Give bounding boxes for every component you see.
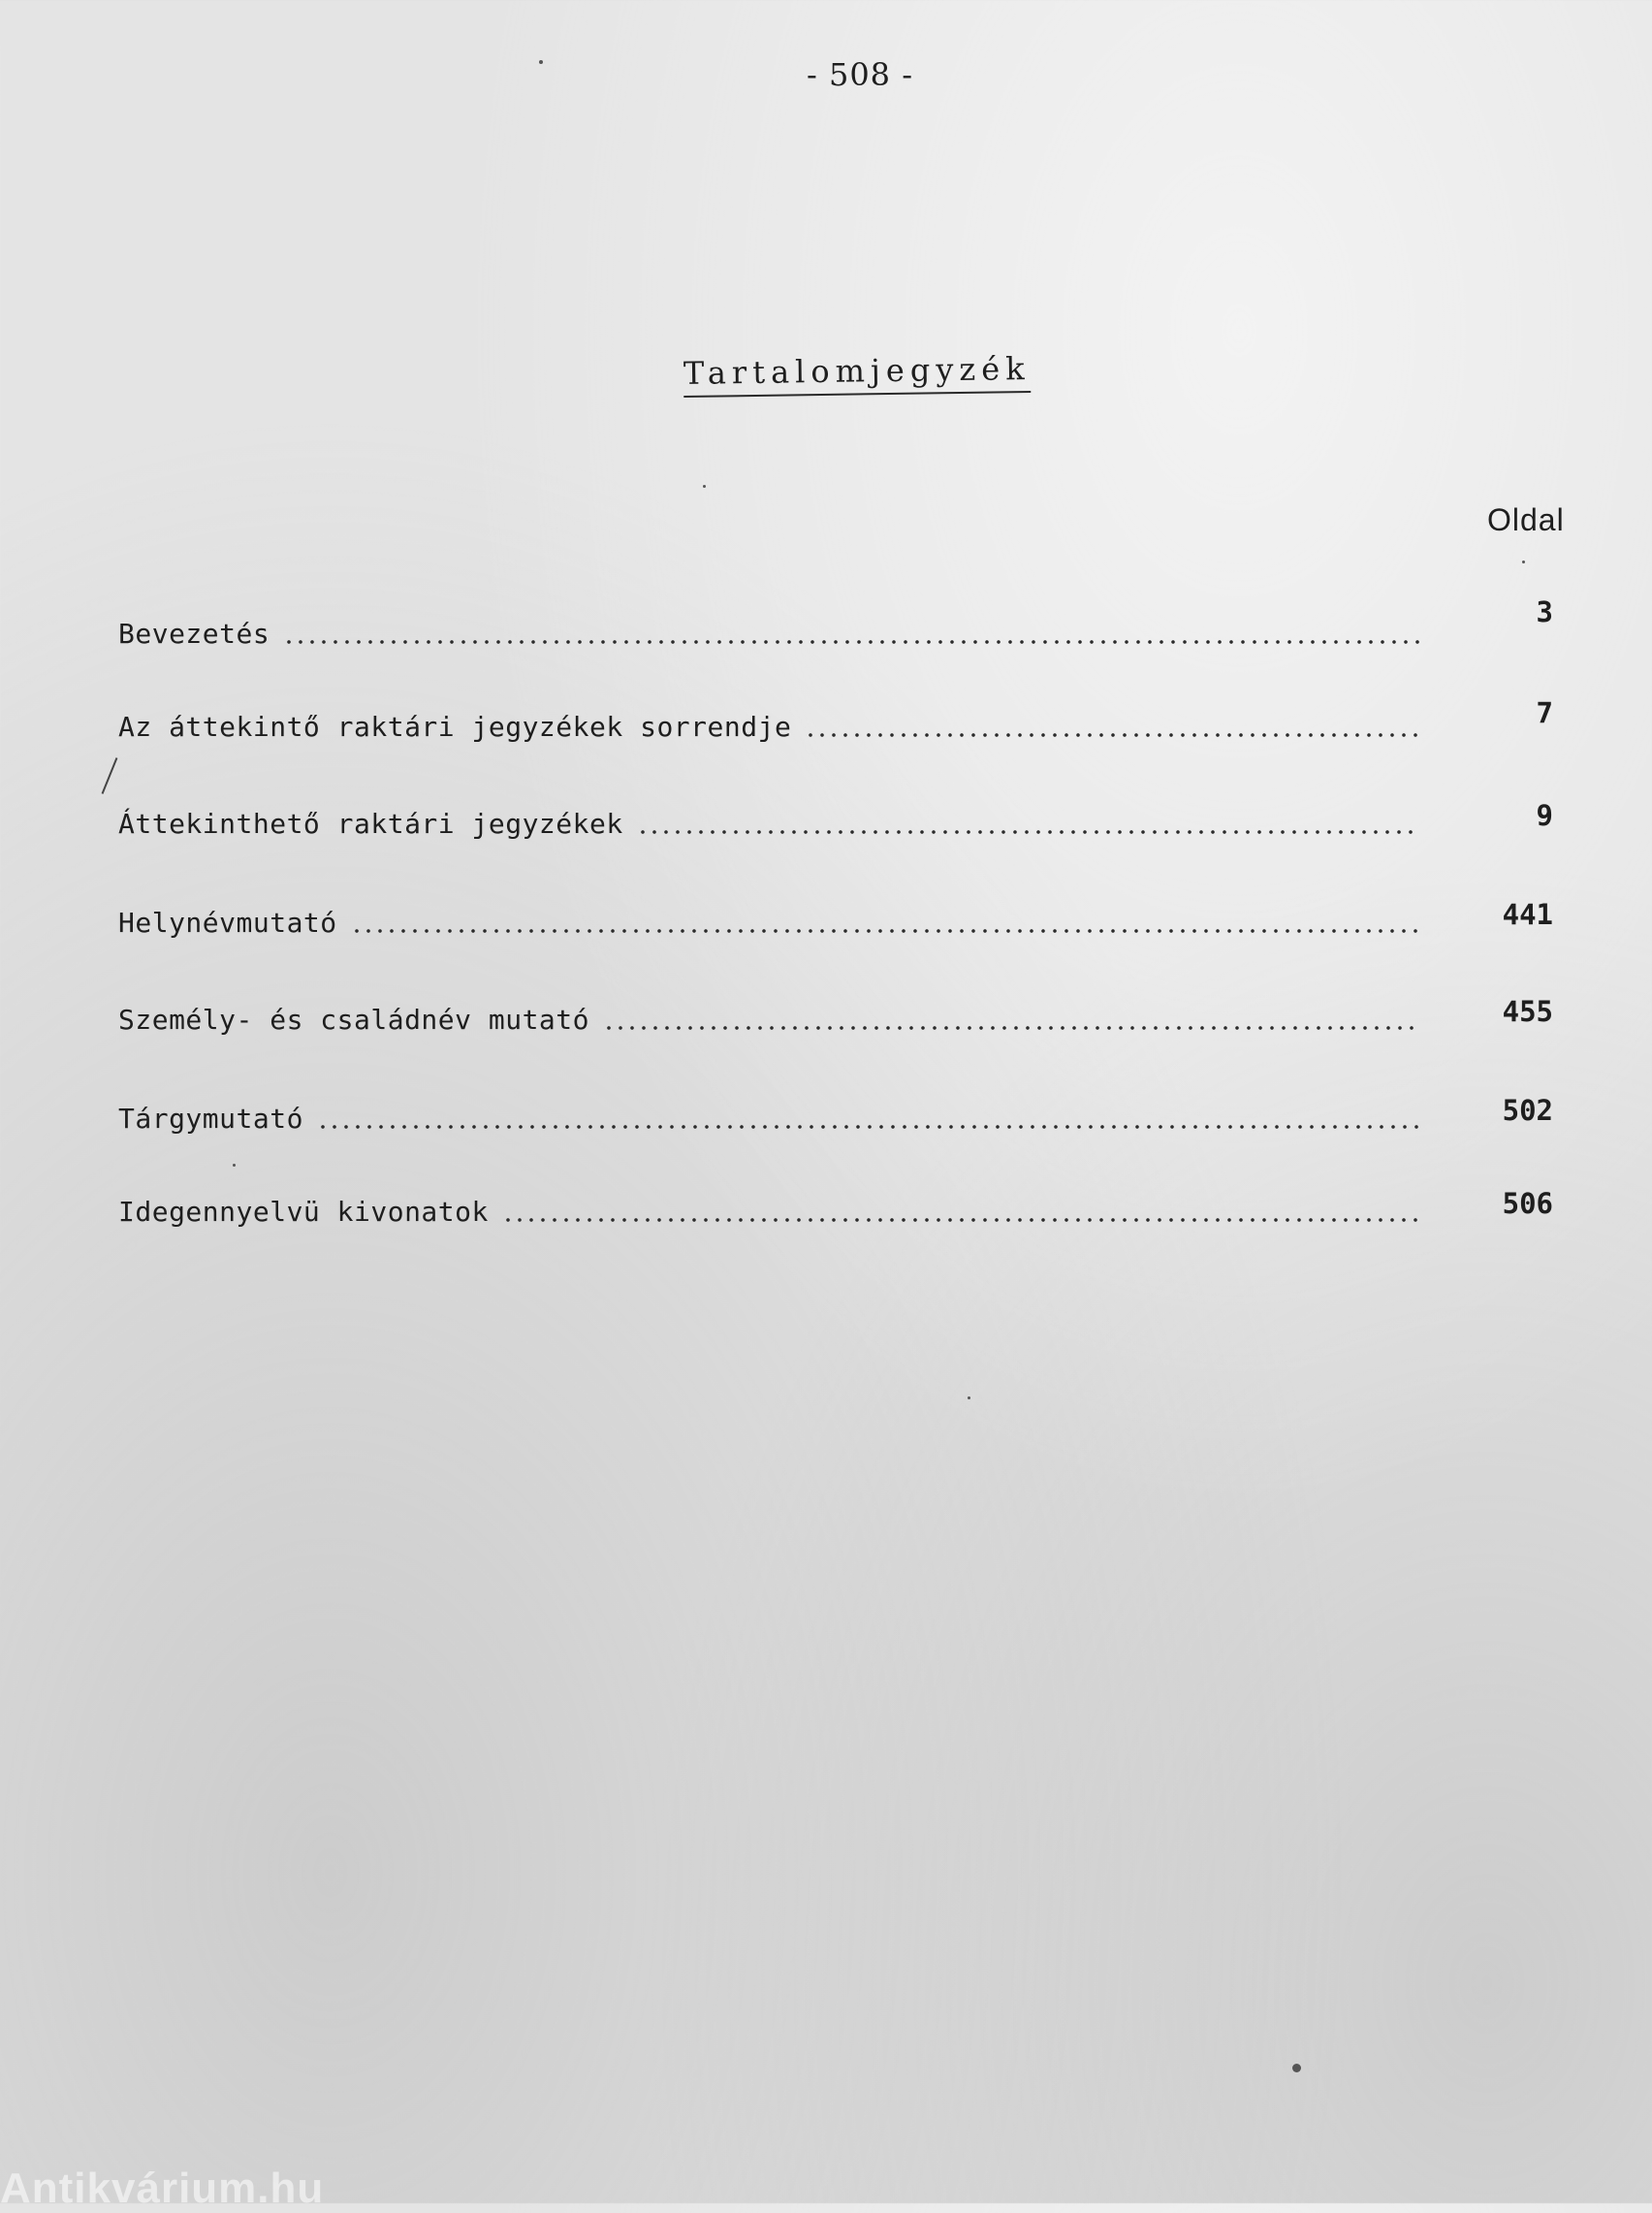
toc-entry-label: Helynévmutató	[118, 907, 337, 939]
toc-entry-label: Személy- és családnév mutató	[118, 1004, 590, 1036]
toc-entry	[118, 782, 1553, 840]
dot-leader	[637, 830, 1420, 834]
toc-entry-page: 506	[1502, 1187, 1553, 1220]
toc-entry	[118, 978, 1553, 1036]
toc-entry-label: Tárgymutató	[118, 1103, 303, 1135]
pen-stroke-mark	[102, 757, 118, 794]
toc-entry-page: 455	[1502, 995, 1553, 1028]
ink-speck	[539, 60, 543, 64]
page-number: - 508 -	[806, 56, 914, 93]
dot-leader	[317, 1125, 1420, 1129]
toc-entry-page: 441	[1502, 898, 1553, 931]
page-column-header: Oldal	[1487, 502, 1565, 537]
toc-entry-page: 3	[1536, 595, 1553, 628]
toc-entry-label: Áttekinthető raktári jegyzékek	[118, 808, 623, 840]
toc-entry	[118, 881, 1553, 939]
ink-speck	[703, 485, 706, 488]
toc-entry	[118, 1170, 1553, 1228]
toc-entry-label: Bevezetés	[118, 618, 270, 650]
toc-entry	[118, 592, 1553, 650]
toc-entry-page: 9	[1536, 799, 1553, 832]
dot-leader	[351, 929, 1420, 933]
dot-leader	[603, 1026, 1420, 1030]
dot-leader	[805, 733, 1420, 737]
page-title: Tartalomjegyzék	[683, 350, 1031, 398]
toc-entry-label: Az áttekintő raktári jegyzékek sorrendje	[118, 711, 792, 743]
ink-speck	[233, 1164, 236, 1167]
dot-leader	[502, 1218, 1420, 1222]
dot-leader	[283, 640, 1420, 644]
ink-speck	[1522, 561, 1525, 563]
toc-entry-label: Idegennyelvü kivonatok	[118, 1196, 489, 1228]
watermark: Antikvárium.hu	[0, 2165, 325, 2212]
toc-entry	[118, 1076, 1553, 1135]
toc-entry-page: 7	[1536, 696, 1553, 729]
toc-entry-page: 502	[1502, 1094, 1553, 1127]
toc-entry	[118, 685, 1553, 743]
ink-speck	[968, 1396, 970, 1399]
ink-speck	[1292, 2064, 1301, 2072]
